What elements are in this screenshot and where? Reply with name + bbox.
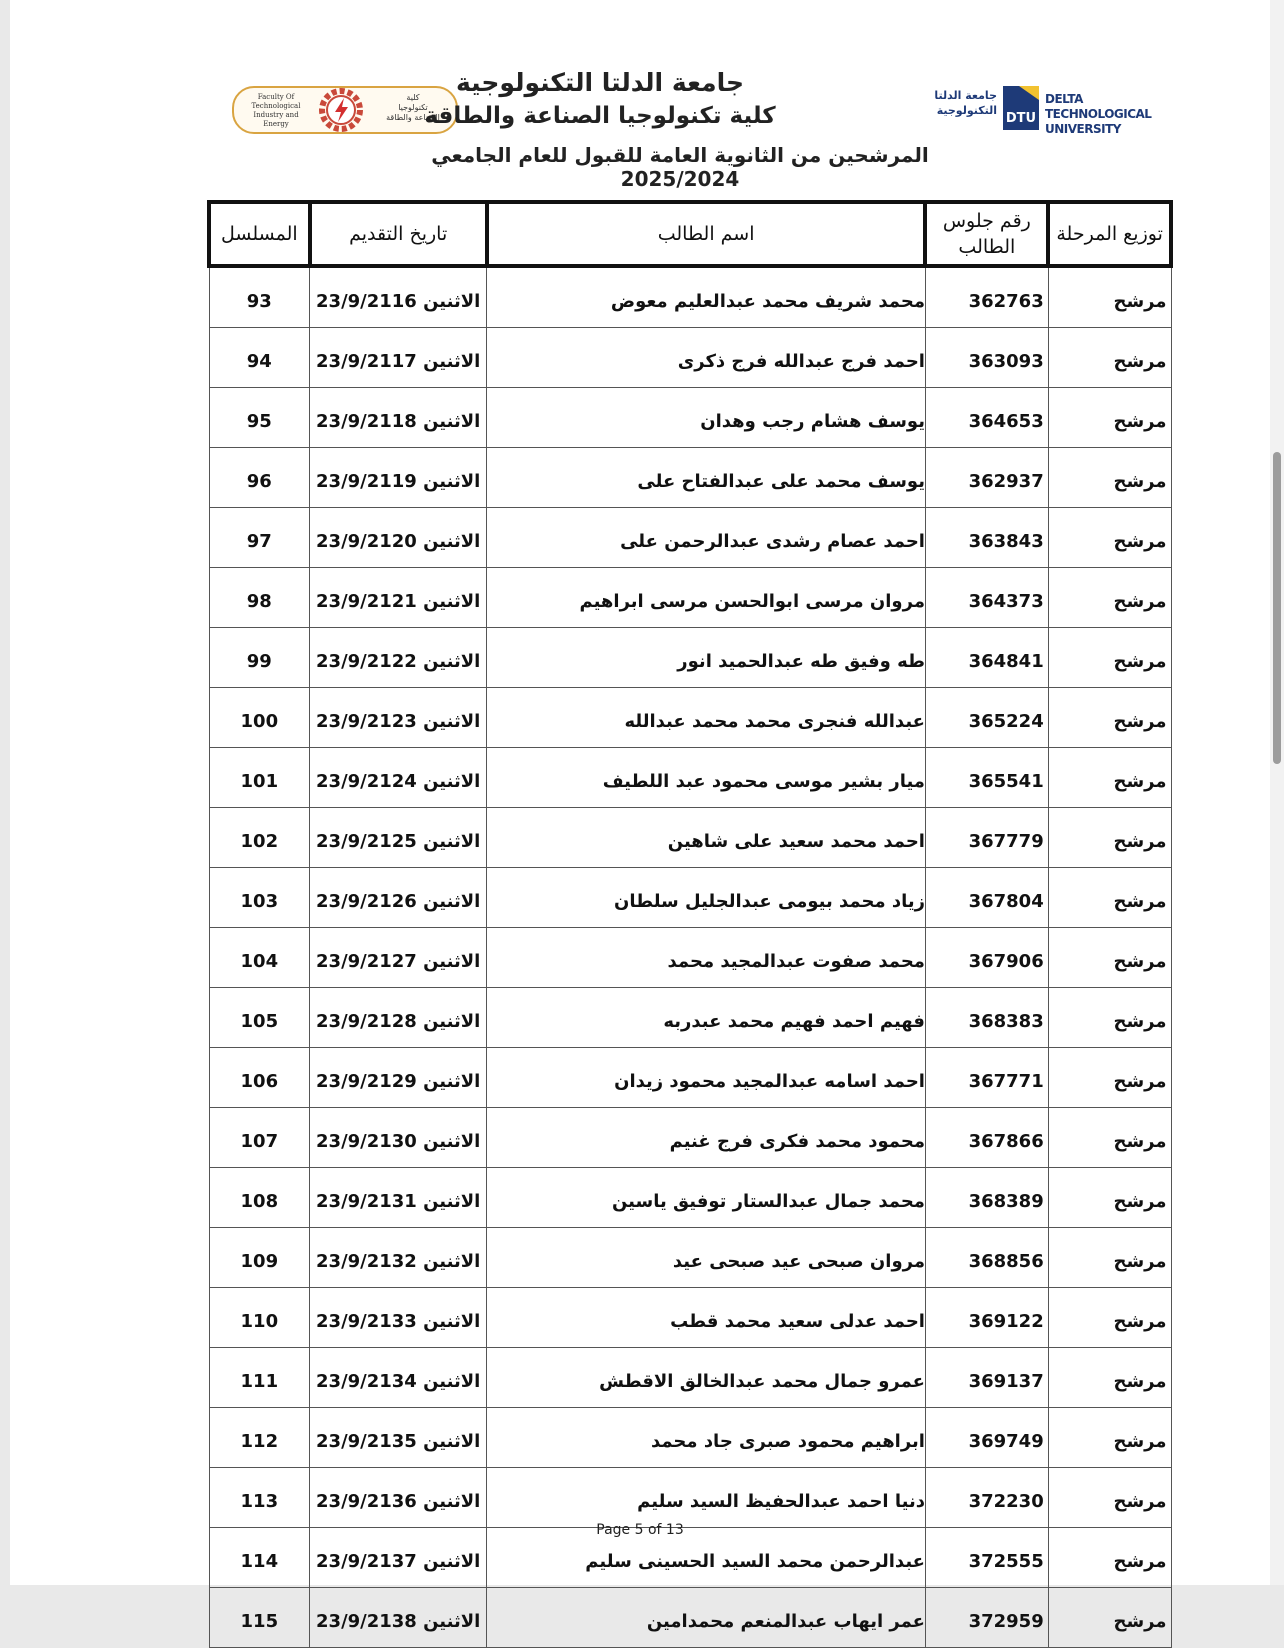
cell-name: محمد صفوت عبدالمجيد محمد bbox=[487, 928, 926, 988]
cell-stage: مرشح bbox=[1048, 1168, 1171, 1228]
cell-seat: 365541 bbox=[925, 748, 1048, 808]
cell-serial: 99 bbox=[209, 628, 310, 688]
cell-date: الاثنين 23/9/2128 bbox=[310, 988, 487, 1048]
candidates-table-wrap bbox=[207, 200, 1173, 1648]
cell-seat: 363093 bbox=[925, 328, 1048, 388]
cell-stage: مرشح bbox=[1048, 1588, 1171, 1648]
cell-date: الاثنين 23/9/2125 bbox=[310, 808, 487, 868]
cell-seat: 368389 bbox=[925, 1168, 1048, 1228]
cell-serial: 110 bbox=[209, 1288, 310, 1348]
dtu-emblem-icon bbox=[1001, 84, 1041, 132]
cell-serial: 97 bbox=[209, 508, 310, 568]
cell-seat: 362763 bbox=[925, 266, 1048, 328]
header-stage: توزيع المرحلة bbox=[1048, 202, 1171, 266]
cell-stage: مرشح bbox=[1048, 1408, 1171, 1468]
cell-date: الاثنين 23/9/2117 bbox=[310, 328, 487, 388]
table-row bbox=[209, 1048, 1171, 1108]
cell-stage: مرشح bbox=[1048, 1528, 1171, 1588]
cell-stage: مرشح bbox=[1048, 1108, 1171, 1168]
cell-stage: مرشح bbox=[1048, 388, 1171, 448]
dtu-logo-en-line: UNIVERSITY bbox=[1045, 122, 1121, 136]
cell-stage: مرشح bbox=[1048, 628, 1171, 688]
cell-serial: 105 bbox=[209, 988, 310, 1048]
cell-name: احمد عدلى سعيد محمد قطب bbox=[487, 1288, 926, 1348]
dtu-logo-en-line: DELTA TECHNOLOGICAL bbox=[1045, 92, 1152, 121]
table-row bbox=[209, 808, 1171, 868]
table-row bbox=[209, 868, 1171, 928]
cell-date: الاثنين 23/9/2132 bbox=[310, 1228, 487, 1288]
cell-serial: 107 bbox=[209, 1108, 310, 1168]
cell-date: الاثنين 23/9/2124 bbox=[310, 748, 487, 808]
cell-serial: 106 bbox=[209, 1048, 310, 1108]
cell-name: طه وفيق طه عبدالحميد انور bbox=[487, 628, 926, 688]
cell-stage: مرشح bbox=[1048, 1348, 1171, 1408]
table-row bbox=[209, 1588, 1171, 1648]
cell-stage: مرشح bbox=[1048, 448, 1171, 508]
cell-stage: مرشح bbox=[1048, 808, 1171, 868]
cell-date: الاثنين 23/9/2130 bbox=[310, 1108, 487, 1168]
document-subtitle: المرشحين من الثانوية العامة للقبول للعام الجامعي 2025/2024 bbox=[431, 143, 929, 191]
cell-date: الاثنين 23/9/2135 bbox=[310, 1408, 487, 1468]
table-row bbox=[209, 1228, 1171, 1288]
cell-serial: 109 bbox=[209, 1228, 310, 1288]
cell-seat: 368383 bbox=[925, 988, 1048, 1048]
table-row bbox=[209, 628, 1171, 688]
table-row bbox=[209, 1108, 1171, 1168]
cell-serial: 96 bbox=[209, 448, 310, 508]
faculty-logo-en-line: Industry and Energy bbox=[253, 111, 299, 128]
dtu-logo bbox=[925, 84, 1155, 136]
cell-name: مروان مرسى ابوالحسن مرسى ابراهيم bbox=[487, 568, 926, 628]
cell-seat: 365224 bbox=[925, 688, 1048, 748]
cell-serial: 100 bbox=[209, 688, 310, 748]
cell-seat: 363843 bbox=[925, 508, 1048, 568]
table-body bbox=[209, 266, 1171, 1648]
university-name: جامعة الدلتا التكنولوجية bbox=[456, 68, 744, 97]
cell-name: يوسف محمد على عبدالفتاح على bbox=[487, 448, 926, 508]
table-row bbox=[209, 328, 1171, 388]
cell-stage: مرشح bbox=[1048, 1228, 1171, 1288]
cell-serial: 94 bbox=[209, 328, 310, 388]
cell-serial: 108 bbox=[209, 1168, 310, 1228]
cell-name: احمد اسامه عبدالمجيد محمود زيدان bbox=[487, 1048, 926, 1108]
cell-date: الاثنين 23/9/2118 bbox=[310, 388, 487, 448]
cell-seat: 367866 bbox=[925, 1108, 1048, 1168]
cell-serial: 115 bbox=[209, 1588, 310, 1648]
cell-date: الاثنين 23/9/2137 bbox=[310, 1528, 487, 1588]
cell-date: الاثنين 23/9/2119 bbox=[310, 448, 487, 508]
cell-seat: 367771 bbox=[925, 1048, 1048, 1108]
cell-date: الاثنين 23/9/2123 bbox=[310, 688, 487, 748]
cell-stage: مرشح bbox=[1048, 988, 1171, 1048]
cell-name: عمر ايهاب عبدالمنعم محمدامين bbox=[487, 1588, 926, 1648]
cell-serial: 103 bbox=[209, 868, 310, 928]
cell-name: مروان صبحى عيد صبحى عيد bbox=[487, 1228, 926, 1288]
table-row bbox=[209, 266, 1171, 328]
scrollbar-thumb[interactable] bbox=[1273, 452, 1281, 764]
table-row bbox=[209, 1468, 1171, 1528]
cell-stage: مرشح bbox=[1048, 688, 1171, 748]
faculty-name: كلية تكنولوجيا الصناعة والطاقة bbox=[424, 103, 776, 129]
table-row bbox=[209, 988, 1171, 1048]
cell-date: الاثنين 23/9/2136 bbox=[310, 1468, 487, 1528]
faculty-logo-en-line: Technological bbox=[251, 102, 301, 110]
cell-date: الاثنين 23/9/2129 bbox=[310, 1048, 487, 1108]
header-date: تاريخ التقديم bbox=[310, 202, 487, 266]
cell-seat: 369122 bbox=[925, 1288, 1048, 1348]
cell-stage: مرشح bbox=[1048, 266, 1171, 328]
table-row bbox=[209, 388, 1171, 448]
dtu-logo-ar-line: جامعة الدلتا bbox=[934, 89, 997, 102]
cell-date: الاثنين 23/9/2122 bbox=[310, 628, 487, 688]
cell-serial: 98 bbox=[209, 568, 310, 628]
scrollbar-track[interactable] bbox=[1270, 0, 1284, 1585]
cell-date: الاثنين 23/9/2126 bbox=[310, 868, 487, 928]
header-name: اسم الطالب bbox=[487, 202, 926, 266]
table-row bbox=[209, 508, 1171, 568]
cell-date: الاثنين 23/9/2138 bbox=[310, 1588, 487, 1648]
cell-name: احمد فرج عبدالله فرج ذكرى bbox=[487, 328, 926, 388]
cell-stage: مرشح bbox=[1048, 328, 1171, 388]
cell-name: محمود محمد فكرى فرج غنيم bbox=[487, 1108, 926, 1168]
cell-stage: مرشح bbox=[1048, 1288, 1171, 1348]
cell-seat: 368856 bbox=[925, 1228, 1048, 1288]
cell-name: عبدالله فنجرى محمد محمد عبدالله bbox=[487, 688, 926, 748]
table-row bbox=[209, 448, 1171, 508]
gear-lightning-icon bbox=[318, 87, 364, 133]
cell-seat: 367906 bbox=[925, 928, 1048, 988]
table-row bbox=[209, 568, 1171, 628]
table-row bbox=[209, 688, 1171, 748]
cell-date: الاثنين 23/9/2134 bbox=[310, 1348, 487, 1408]
faculty-logo-en bbox=[240, 93, 312, 129]
cell-stage: مرشح bbox=[1048, 928, 1171, 988]
cell-seat: 367779 bbox=[925, 808, 1048, 868]
cell-date: الاثنين 23/9/2121 bbox=[310, 568, 487, 628]
candidates-table bbox=[207, 200, 1173, 1648]
cell-seat: 372555 bbox=[925, 1528, 1048, 1588]
cell-seat: 362937 bbox=[925, 448, 1048, 508]
cell-name: عمرو جمال محمد عبدالخالق الاقطش bbox=[487, 1348, 926, 1408]
dtu-logo-ar-line: التكنولوجية bbox=[936, 104, 997, 117]
cell-name: عبدالرحمن محمد السيد الحسينى سليم bbox=[487, 1528, 926, 1588]
cell-seat: 364841 bbox=[925, 628, 1048, 688]
dtu-abbr: DTU bbox=[1005, 111, 1037, 126]
cell-seat: 364653 bbox=[925, 388, 1048, 448]
cell-date: الاثنين 23/9/2127 bbox=[310, 928, 487, 988]
dtu-logo-en bbox=[1045, 92, 1155, 137]
cell-seat: 369137 bbox=[925, 1348, 1048, 1408]
cell-name: يوسف هشام رجب وهدان bbox=[487, 388, 926, 448]
cell-stage: مرشح bbox=[1048, 568, 1171, 628]
cell-serial: 93 bbox=[209, 266, 310, 328]
cell-serial: 113 bbox=[209, 1468, 310, 1528]
faculty-logo-en-line: Faculty Of bbox=[257, 93, 295, 101]
cell-name: ابراهيم محمود صبرى جاد محمد bbox=[487, 1408, 926, 1468]
dtu-logo-ar bbox=[925, 88, 997, 118]
cell-name: محمد جمال عبدالستار توفيق ياسين bbox=[487, 1168, 926, 1228]
cell-seat: 367804 bbox=[925, 868, 1048, 928]
table-row bbox=[209, 1288, 1171, 1348]
cell-serial: 102 bbox=[209, 808, 310, 868]
cell-serial: 101 bbox=[209, 748, 310, 808]
table-row bbox=[209, 748, 1171, 808]
cell-date: الاثنين 23/9/2131 bbox=[310, 1168, 487, 1228]
table-row bbox=[209, 1408, 1171, 1468]
cell-name: فهيم احمد فهيم محمد عبدربه bbox=[487, 988, 926, 1048]
cell-name: احمد عصام رشدى عبدالرحمن على bbox=[487, 508, 926, 568]
cell-seat: 372959 bbox=[925, 1588, 1048, 1648]
cell-stage: مرشح bbox=[1048, 1048, 1171, 1108]
cell-name: ميار بشير موسى محمود عبد اللطيف bbox=[487, 748, 926, 808]
cell-serial: 104 bbox=[209, 928, 310, 988]
cell-serial: 111 bbox=[209, 1348, 310, 1408]
faculty-logo-ar-line: تكنولوجيا bbox=[398, 103, 428, 112]
cell-name: محمد شريف محمد عبدالعليم معوض bbox=[487, 266, 926, 328]
faculty-logo-ar-line: كلية bbox=[406, 93, 420, 102]
cell-date: الاثنين 23/9/2120 bbox=[310, 508, 487, 568]
cell-stage: مرشح bbox=[1048, 1468, 1171, 1528]
faculty-logo-ar-line: الصناعة والطاقة bbox=[386, 113, 440, 122]
cell-stage: مرشح bbox=[1048, 868, 1171, 928]
cell-serial: 112 bbox=[209, 1408, 310, 1468]
cell-name: دنيا احمد عبدالحفيظ السيد سليم bbox=[487, 1468, 926, 1528]
cell-seat: 372230 bbox=[925, 1468, 1048, 1528]
cell-name: زياد محمد بيومى عبدالجليل سلطان bbox=[487, 868, 926, 928]
cell-date: الاثنين 23/9/2133 bbox=[310, 1288, 487, 1348]
cell-serial: 114 bbox=[209, 1528, 310, 1588]
header-titles bbox=[400, 66, 800, 132]
cell-date: الاثنين 23/9/2116 bbox=[310, 266, 487, 328]
table-row bbox=[209, 1168, 1171, 1228]
page-number: Page 5 of 13 bbox=[596, 1522, 684, 1538]
cell-seat: 364373 bbox=[925, 568, 1048, 628]
cell-seat: 369749 bbox=[925, 1408, 1048, 1468]
table-row bbox=[209, 1348, 1171, 1408]
cell-stage: مرشح bbox=[1048, 508, 1171, 568]
header-serial: المسلسل bbox=[209, 202, 310, 266]
table-header-row bbox=[209, 202, 1171, 266]
cell-stage: مرشح bbox=[1048, 748, 1171, 808]
header-seat: رقم جلوس الطالب bbox=[925, 202, 1048, 266]
table-row bbox=[209, 928, 1171, 988]
cell-name: احمد محمد سعيد على شاهين bbox=[487, 808, 926, 868]
cell-serial: 95 bbox=[209, 388, 310, 448]
